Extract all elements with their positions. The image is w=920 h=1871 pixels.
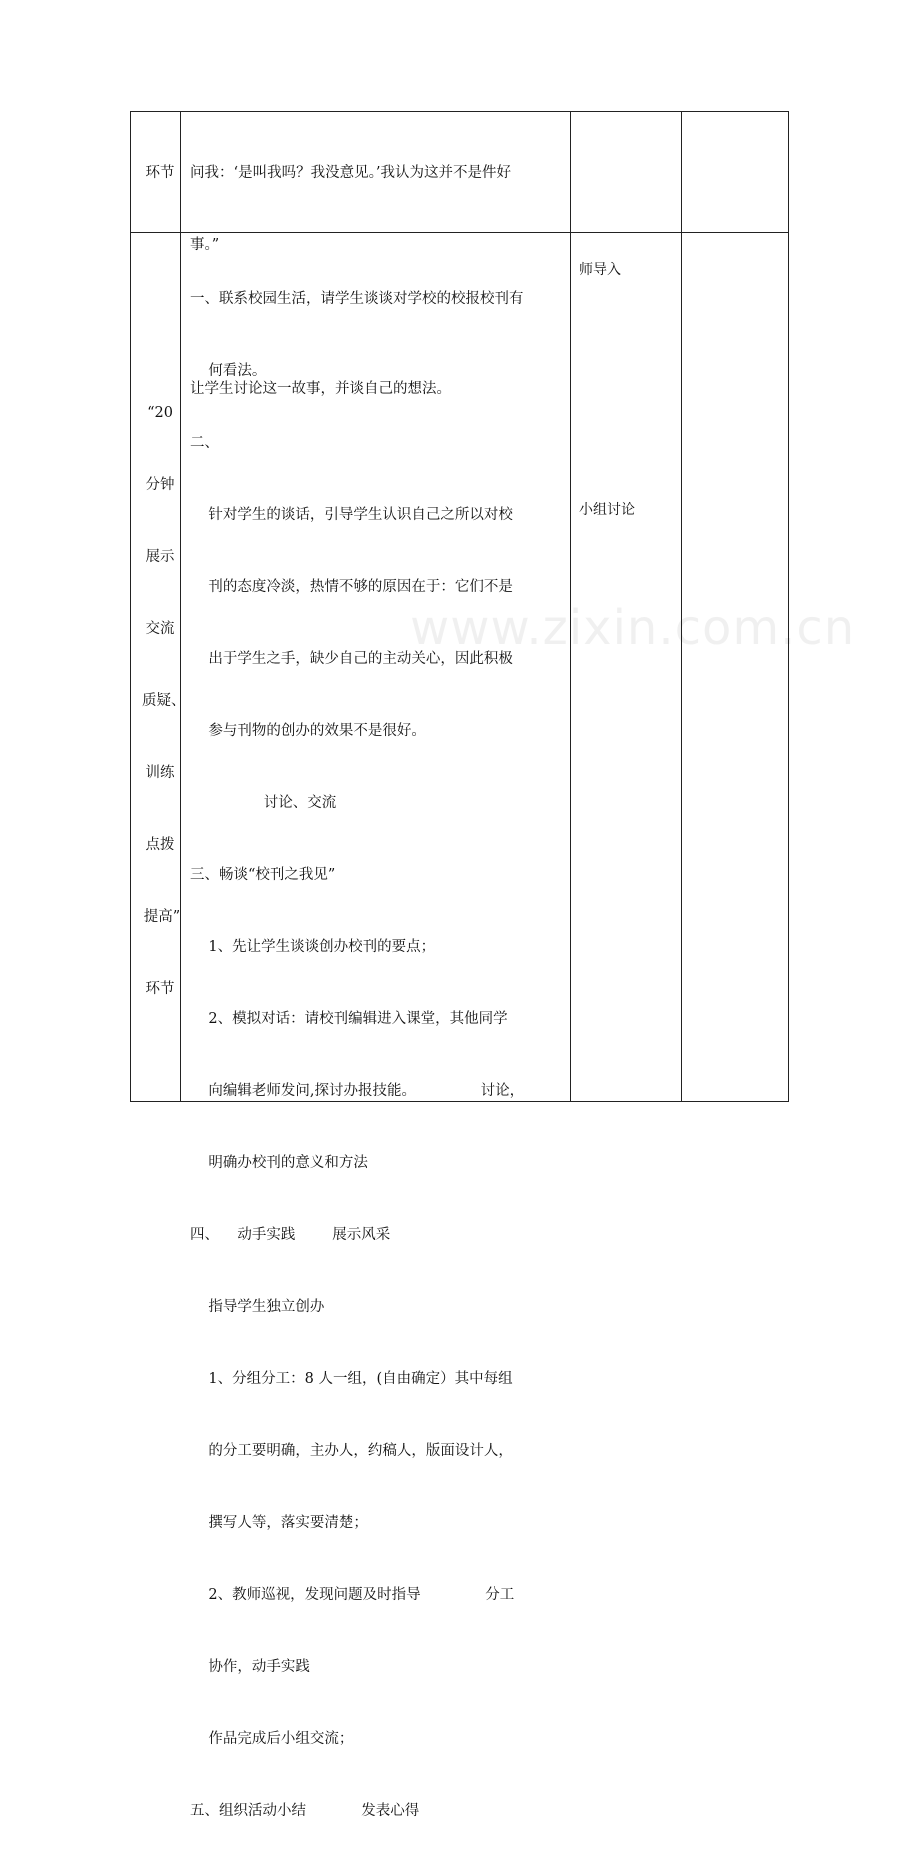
- teacher-intro-note: 师导入: [579, 262, 621, 278]
- row1-stage-label: 环节: [145, 165, 175, 181]
- table-border-left: [130, 111, 131, 1102]
- row2-content: 一、联系校园生活，请学生谈谈对学校的校报校刊有 何看法。 二、 针对学生的谈话，引导学生认识自己之所以对校 刊的态度冷淡，热情不够的原因在于：它们不是 出于学生之手，缺少自己的主动关心，因此积极 参与刊物的创办的效果不是很好。 讨论、交流 三、畅谈“校刊之我见” 1、先让学生谈谈创办校刊的要点； 2、模拟对话：请校刊编辑进入课堂，其他同学 向编辑老师发问,探讨办报技能。 讨论， 明确办校刊的意义和方法 四、 动手实践 展示风采 指导学生独立创办 1、分组分工：8 人一组，(自由确定）其中每组 的分工要明确，主办人，约稿人，版面设计人， 撰写人等，落实要清楚； 2、教师巡视，发现问题及时指导 分工 协作，动手实践 作品完成后小组交流； 五、组织活动小结 发表心得: [190, 291, 525, 1819]
- row1-content: 问我：‘是叫我吗？我没意见。’我认为这并不是件好 事。” 让学生讨论这一故事，并谈自己的想法。: [190, 165, 511, 397]
- group-discussion-note: 小组讨论: [579, 502, 635, 518]
- watermark: www.zixin.com.cn: [410, 600, 856, 656]
- row2-stage-label: “20 分钟 展示 交流 质疑、 训练 点拨 提高” 环节: [142, 405, 186, 997]
- table-border-top: [130, 111, 789, 112]
